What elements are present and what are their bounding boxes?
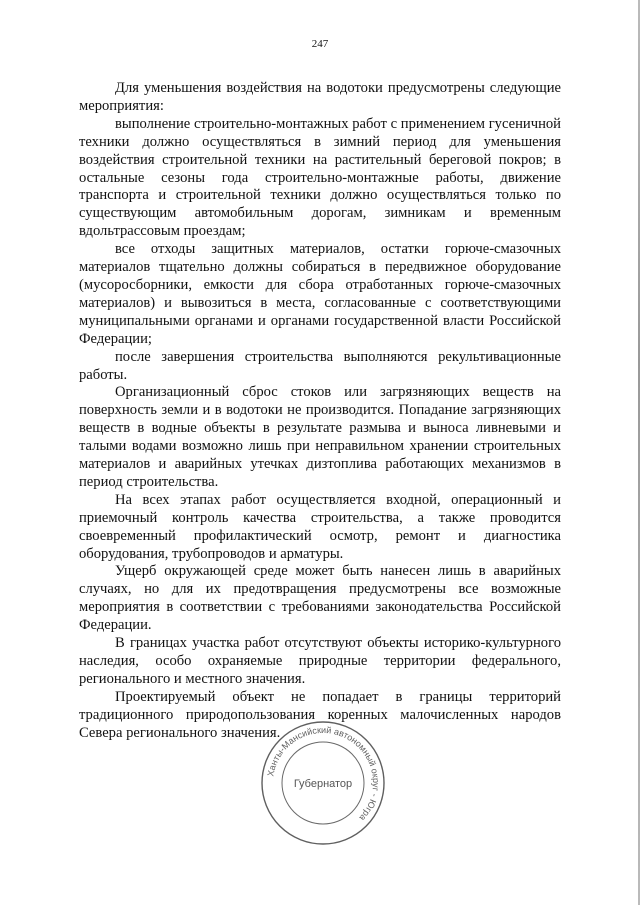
stamp-seal-icon (258, 718, 388, 848)
paragraph-4: после завершения строительства выполняются рекультивационные работы. (79, 348, 561, 383)
paragraph-6: На всех этапах работ осуществляется входной, операционный и приемочный контроль качества строительства, а также проводится своевременный профилактический осмотр, ремонт и диагностика оборудования, трубопроводов и арматуры. (79, 491, 561, 562)
stamp-ring-text: Ханты-Мансийский автономный округ - Югра (265, 724, 382, 823)
stamp-center-text: Губернатор (293, 778, 353, 790)
official-stamp (258, 718, 388, 848)
paragraph-2: выполнение строительно-монтажных работ с применением гусеничной техники должно осуществляться в зимний период для уменьшения воздействия строительной техники на растительный береговой покров; в остальные сезоны года строительно-монтажные работы, движение транспорта и строительной техники должно осуществляться только по существующим автомобильным дорогам, зимникам и временным вдольтрассовым проездам; (79, 115, 561, 240)
document-body (79, 80, 561, 743)
paragraph-8: В границах участка работ отсутствуют объекты историко-культурного наследия, особо охраняемые природные территории федерального, регионального и местного значения. (79, 635, 561, 687)
paragraph-1: Для уменьшения воздействия на водотоки предусмотрены следующие мероприятия: (79, 80, 561, 114)
paragraph-7: Ущерб окружающей среде может быть нанесен лишь в аварийных случаях, но для их предотвращения предусмотрены все возможные мероприятия в соответствии с требованиями законодательства Российской Федерации. (79, 563, 561, 634)
page-number: 247 (311, 38, 329, 50)
paragraph-5: Организационный сброс стоков или загрязняющих веществ на поверхность земли и в водотоки не производится. Попадание загрязняющих веществ в водные объекты в результате размыва и выноса ливневыми и талыми водами возможно лишь при неправильном хранении строительных материалов и аварийных утечках дизтоплива работающих механизмов в период строительства. (79, 384, 561, 490)
paragraph-3: все отходы защитных материалов, остатки горюче-смазочных материалов тщательно должны собираться в передвижное оборудование (мусоросборники, емкости для сбора отработанных горюче-смазочных материалов) и вывозиться в места, согласованные с соответствующими муниципальными органами и органами государственной власти Российской Федерации; (79, 241, 561, 347)
paragraph-9: Проектируемый объект не попадает в границы территорий традиционного природопользования коренных малочисленных народов Севера регионального значения. (79, 688, 561, 741)
